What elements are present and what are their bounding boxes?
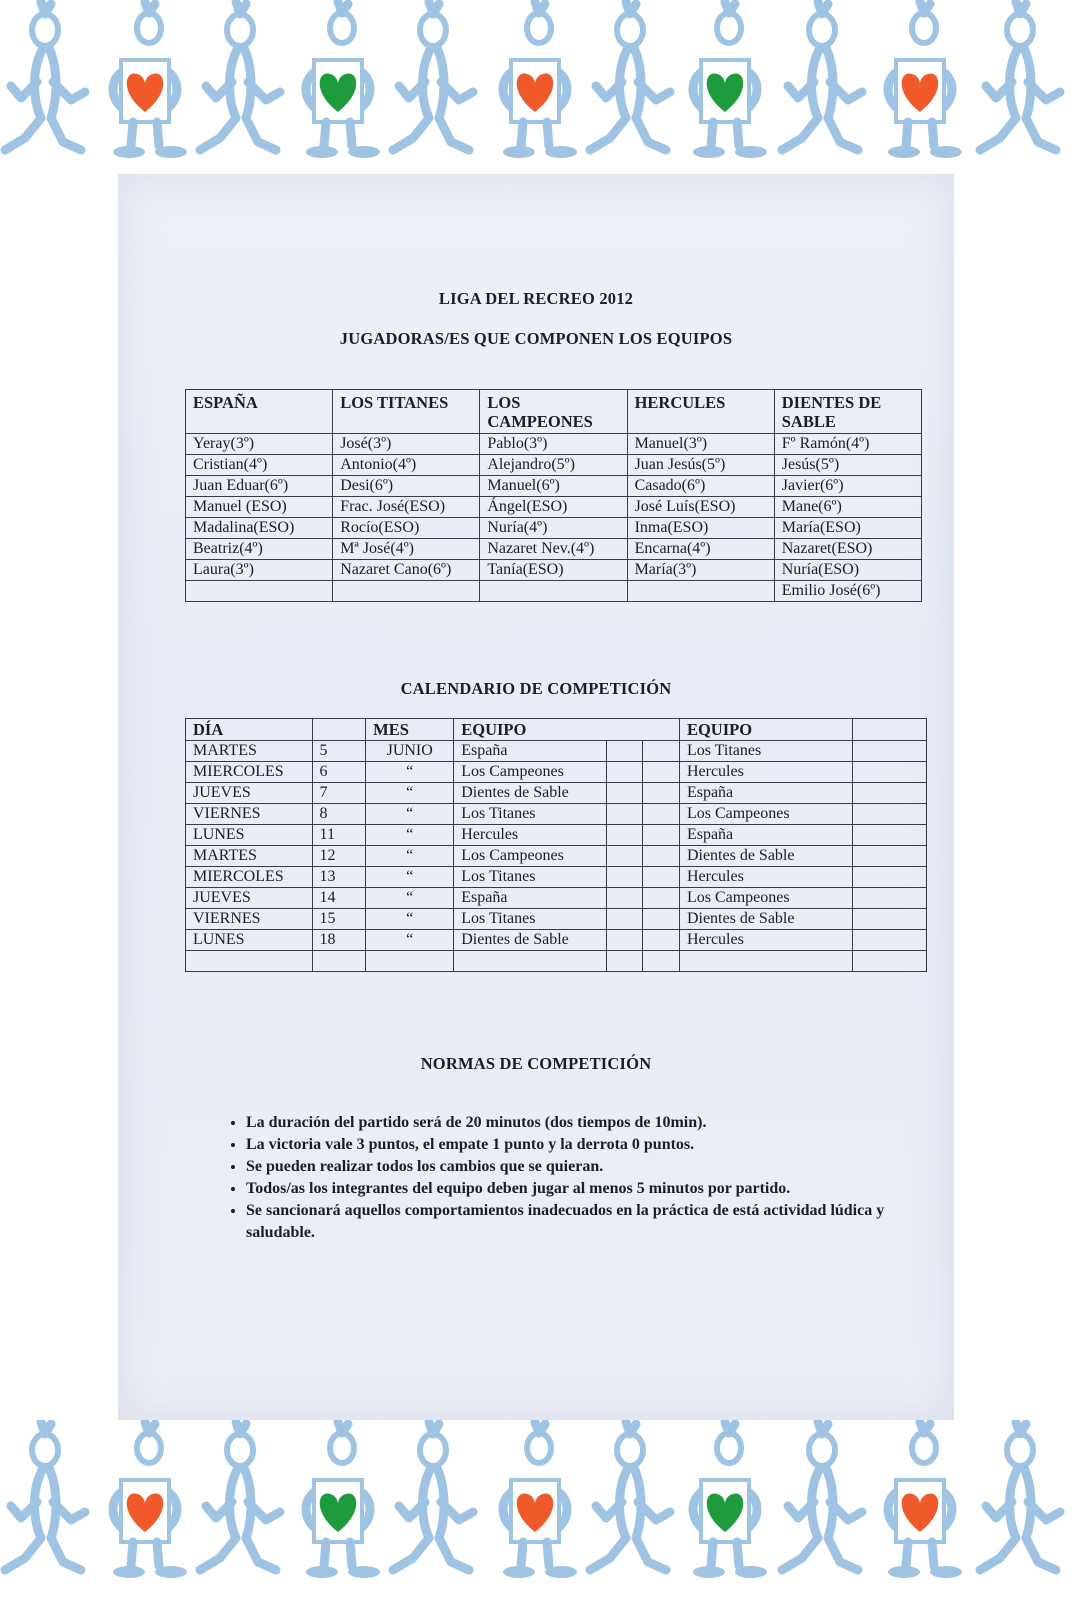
stick-figure-icon (782, 2, 862, 150)
heart-figure-icon (693, 1422, 767, 1578)
calendar-month: “ (366, 825, 454, 846)
calendar-team-1: Hercules (454, 825, 607, 846)
calendar-row (186, 762, 927, 783)
calendar-team-1: Los Titanes (454, 804, 607, 825)
calendar-header-equipo-2: EQUIPO (679, 719, 852, 741)
player-cell (627, 581, 774, 602)
player-cell: Nuría(4º) (480, 518, 627, 539)
calendar-month: “ (366, 804, 454, 825)
calendar-team-2 (679, 951, 852, 972)
player-cell: Nuría(ESO) (774, 560, 921, 581)
player-cell: Encarna(4º) (627, 539, 774, 560)
calendar-blank (607, 741, 642, 762)
player-cell: María(3º) (627, 560, 774, 581)
calendar-day: VIERNES (186, 909, 313, 930)
teams-header: DIENTES DE SABLE (774, 390, 921, 434)
player-cell: Manuel(3º) (627, 434, 774, 455)
teams-row (186, 434, 922, 455)
calendar-day: MARTES (186, 741, 313, 762)
calendar-month: “ (366, 762, 454, 783)
teams-table (185, 389, 922, 602)
calendar-team-1: Dientes de Sable (454, 783, 607, 804)
heart-figure-icon (503, 2, 577, 158)
calendar-team-2: España (679, 825, 852, 846)
calendar-table (185, 718, 927, 972)
calendar-blank (607, 762, 642, 783)
player-cell: Alejandro(5º) (480, 455, 627, 476)
player-cell: Nazaret Cano(6º) (333, 560, 480, 581)
calendar-row (186, 783, 927, 804)
stick-figure-icon (200, 2, 280, 150)
calendar-team-2: Los Campeones (679, 888, 852, 909)
player-cell: Fº Ramón(4º) (774, 434, 921, 455)
rules-list (218, 1112, 926, 1244)
calendar-header-equipo-1: EQUIPO (454, 719, 680, 741)
calendar-row (186, 888, 927, 909)
calendar-blank (642, 762, 679, 783)
teams-header: LOS CAMPEONES (480, 390, 627, 434)
calendar-blank (853, 951, 927, 972)
calendar-blank (607, 930, 642, 951)
heart-figure-icon (888, 2, 962, 158)
heart-figure-icon (693, 2, 767, 158)
calendar-team-2: Dientes de Sable (679, 846, 852, 867)
calendar-team-2: Los Titanes (679, 741, 852, 762)
calendar-team-1: Los Titanes (454, 909, 607, 930)
player-cell: Javier(6º) (774, 476, 921, 497)
rule-item: • Se sancionará aquellos comportamientos inadecuados en la práctica de está actividad lúdica y saludable. (246, 1200, 926, 1244)
player-cell: Inma(ESO) (627, 518, 774, 539)
calendar-blank (607, 825, 642, 846)
player-cell: Mane(6º) (774, 497, 921, 518)
teams-row (186, 581, 922, 602)
calendar-month: “ (366, 867, 454, 888)
calendar-date: 15 (312, 909, 366, 930)
calendar-blank (607, 783, 642, 804)
stick-figure-icon (980, 1422, 1060, 1570)
calendar-blank (642, 804, 679, 825)
stick-figure-icon (590, 1422, 670, 1570)
calendar-team-1: Los Campeones (454, 762, 607, 783)
heart-figure-icon (888, 1422, 962, 1578)
rule-item: • Se pueden realizar todos los cambios que se quieran. (246, 1156, 926, 1178)
calendar-blank (642, 783, 679, 804)
rule-item: • Todos/as los integrantes del equipo deben jugar al menos 5 minutos por partido. (246, 1178, 926, 1200)
heart-figure-icon (503, 1422, 577, 1578)
calendar-blank (607, 951, 642, 972)
player-cell: Nazaret(ESO) (774, 539, 921, 560)
calendar-date: 5 (312, 741, 366, 762)
calendar-team-2: Dientes de Sable (679, 909, 852, 930)
calendar-blank (642, 825, 679, 846)
calendar-day: MARTES (186, 846, 313, 867)
stick-figure-icon (393, 2, 473, 150)
calendar-date: 11 (312, 825, 366, 846)
calendar-header-mes: MES (366, 719, 454, 741)
player-cell: Pablo(3º) (480, 434, 627, 455)
document-subtitle: JUGADORAS/ES QUE COMPONEN LOS EQUIPOS (339, 329, 733, 348)
teams-row (186, 455, 922, 476)
stick-figure-icon (782, 1422, 862, 1570)
document-sheet (118, 174, 954, 1420)
calendar-header-blank (853, 719, 927, 741)
player-cell: Cristian(4º) (186, 455, 333, 476)
calendar-blank (853, 762, 927, 783)
teams-header-row (186, 390, 922, 434)
calendar-month: “ (366, 846, 454, 867)
calendar-blank (607, 804, 642, 825)
heart-figure-icon (306, 1422, 380, 1578)
calendar-team-1 (454, 951, 607, 972)
calendar-team-2: España (679, 783, 852, 804)
stick-figure-icon (590, 2, 670, 150)
calendar-date: 18 (312, 930, 366, 951)
heart-figure-icon (113, 1422, 187, 1578)
player-cell: Rocío(ESO) (333, 518, 480, 539)
calendar-blank (642, 930, 679, 951)
calendar-team-1: España (454, 888, 607, 909)
player-cell (186, 581, 333, 602)
calendar-month (366, 951, 454, 972)
calendar-team-1: España (454, 741, 607, 762)
player-cell: Beatriz(4º) (186, 539, 333, 560)
calendar-row (186, 951, 927, 972)
player-cell: Yeray(3º) (186, 434, 333, 455)
decorative-border-top (0, 0, 1092, 170)
player-cell: José(3º) (333, 434, 480, 455)
calendar-date: 6 (312, 762, 366, 783)
calendar-date: 7 (312, 783, 366, 804)
calendar-blank (642, 888, 679, 909)
stick-figure-icon (393, 1422, 473, 1570)
calendar-blank (642, 741, 679, 762)
calendar-team-2: Hercules (679, 930, 852, 951)
calendar-day: MIERCOLES (186, 867, 313, 888)
player-cell (333, 581, 480, 602)
stick-figure-icon (200, 1422, 280, 1570)
calendar-day: LUNES (186, 930, 313, 951)
player-cell (480, 581, 627, 602)
calendar-date: 8 (312, 804, 366, 825)
player-cell: Antonio(4º) (333, 455, 480, 476)
stick-figure-icon (980, 2, 1060, 150)
calendar-blank (853, 909, 927, 930)
rule-item: • La victoria vale 3 puntos, el empate 1 punto y la derrota 0 puntos. (246, 1134, 926, 1156)
rule-item: • La duración del partido será de 20 minutos (dos tiempos de 10min). (246, 1112, 926, 1134)
calendar-blank (642, 951, 679, 972)
player-cell: Juan Eduar(6º) (186, 476, 333, 497)
calendar-day (186, 951, 313, 972)
calendar-month: “ (366, 888, 454, 909)
heart-figure-icon (306, 2, 380, 158)
calendar-day: VIERNES (186, 804, 313, 825)
teams-row (186, 497, 922, 518)
calendar-blank (607, 867, 642, 888)
calendar-blank (853, 783, 927, 804)
teams-header: ESPAÑA (186, 390, 333, 434)
player-cell: Tanía(ESO) (480, 560, 627, 581)
player-cell: Nazaret Nev.(4º) (480, 539, 627, 560)
player-cell: Manuel (ESO) (186, 497, 333, 518)
calendar-blank (642, 867, 679, 888)
calendar-team-1: Los Campeones (454, 846, 607, 867)
calendar-team-2: Hercules (679, 762, 852, 783)
calendar-title: CALENDARIO DE COMPETICIÓN (400, 679, 672, 698)
calendar-team-1: Dientes de Sable (454, 930, 607, 951)
calendar-row (186, 741, 927, 762)
teams-row (186, 518, 922, 539)
calendar-date: 13 (312, 867, 366, 888)
player-cell: Madalina(ESO) (186, 518, 333, 539)
calendar-blank (642, 909, 679, 930)
calendar-header-dia: DÍA (186, 719, 313, 741)
document-title: LIGA DEL RECREO 2012 (438, 289, 634, 308)
calendar-blank (853, 825, 927, 846)
player-cell: Manuel(6º) (480, 476, 627, 497)
player-cell: Casado(6º) (627, 476, 774, 497)
stick-figure-icon (5, 2, 85, 150)
player-cell: Mª José(4º) (333, 539, 480, 560)
player-cell: Frac. José(ESO) (333, 497, 480, 518)
calendar-blank (607, 888, 642, 909)
calendar-date: 12 (312, 846, 366, 867)
calendar-day: JUEVES (186, 783, 313, 804)
teams-row (186, 476, 922, 497)
calendar-header-row (186, 719, 927, 741)
calendar-day: LUNES (186, 825, 313, 846)
player-cell: Juan Jesús(5º) (627, 455, 774, 476)
calendar-blank (853, 741, 927, 762)
calendar-row (186, 930, 927, 951)
teams-header: LOS TITANES (333, 390, 480, 434)
calendar-day: JUEVES (186, 888, 313, 909)
teams-header: HERCULES (627, 390, 774, 434)
calendar-row (186, 909, 927, 930)
calendar-month: “ (366, 909, 454, 930)
calendar-month: “ (366, 783, 454, 804)
calendar-team-2: Hercules (679, 867, 852, 888)
teams-row (186, 539, 922, 560)
heart-figure-icon (113, 2, 187, 158)
calendar-month: JUNIO (366, 741, 454, 762)
calendar-row (186, 825, 927, 846)
calendar-blank (853, 804, 927, 825)
calendar-day: MIERCOLES (186, 762, 313, 783)
calendar-blank (642, 846, 679, 867)
calendar-blank (607, 909, 642, 930)
stick-figure-icon (5, 1422, 85, 1570)
calendar-team-1: Los Titanes (454, 867, 607, 888)
player-cell: Laura(3º) (186, 560, 333, 581)
calendar-row (186, 867, 927, 888)
calendar-row (186, 804, 927, 825)
player-cell: Ángel(ESO) (480, 497, 627, 518)
calendar-blank (853, 846, 927, 867)
decorative-border-bottom (0, 1420, 1092, 1590)
player-cell: José Luís(ESO) (627, 497, 774, 518)
player-cell: Desi(6º) (333, 476, 480, 497)
player-cell: María(ESO) (774, 518, 921, 539)
calendar-team-2: Los Campeones (679, 804, 852, 825)
calendar-blank (853, 888, 927, 909)
calendar-month: “ (366, 930, 454, 951)
rules-title: NORMAS DE COMPETICIÓN (420, 1054, 652, 1073)
calendar-date: 14 (312, 888, 366, 909)
teams-row (186, 560, 922, 581)
calendar-blank (853, 867, 927, 888)
player-cell: Emilio José(6º) (774, 581, 921, 602)
calendar-date (312, 951, 366, 972)
player-cell: Jesús(5º) (774, 455, 921, 476)
calendar-row (186, 846, 927, 867)
calendar-blank (853, 930, 927, 951)
calendar-header-blank (312, 719, 366, 741)
calendar-blank (607, 846, 642, 867)
